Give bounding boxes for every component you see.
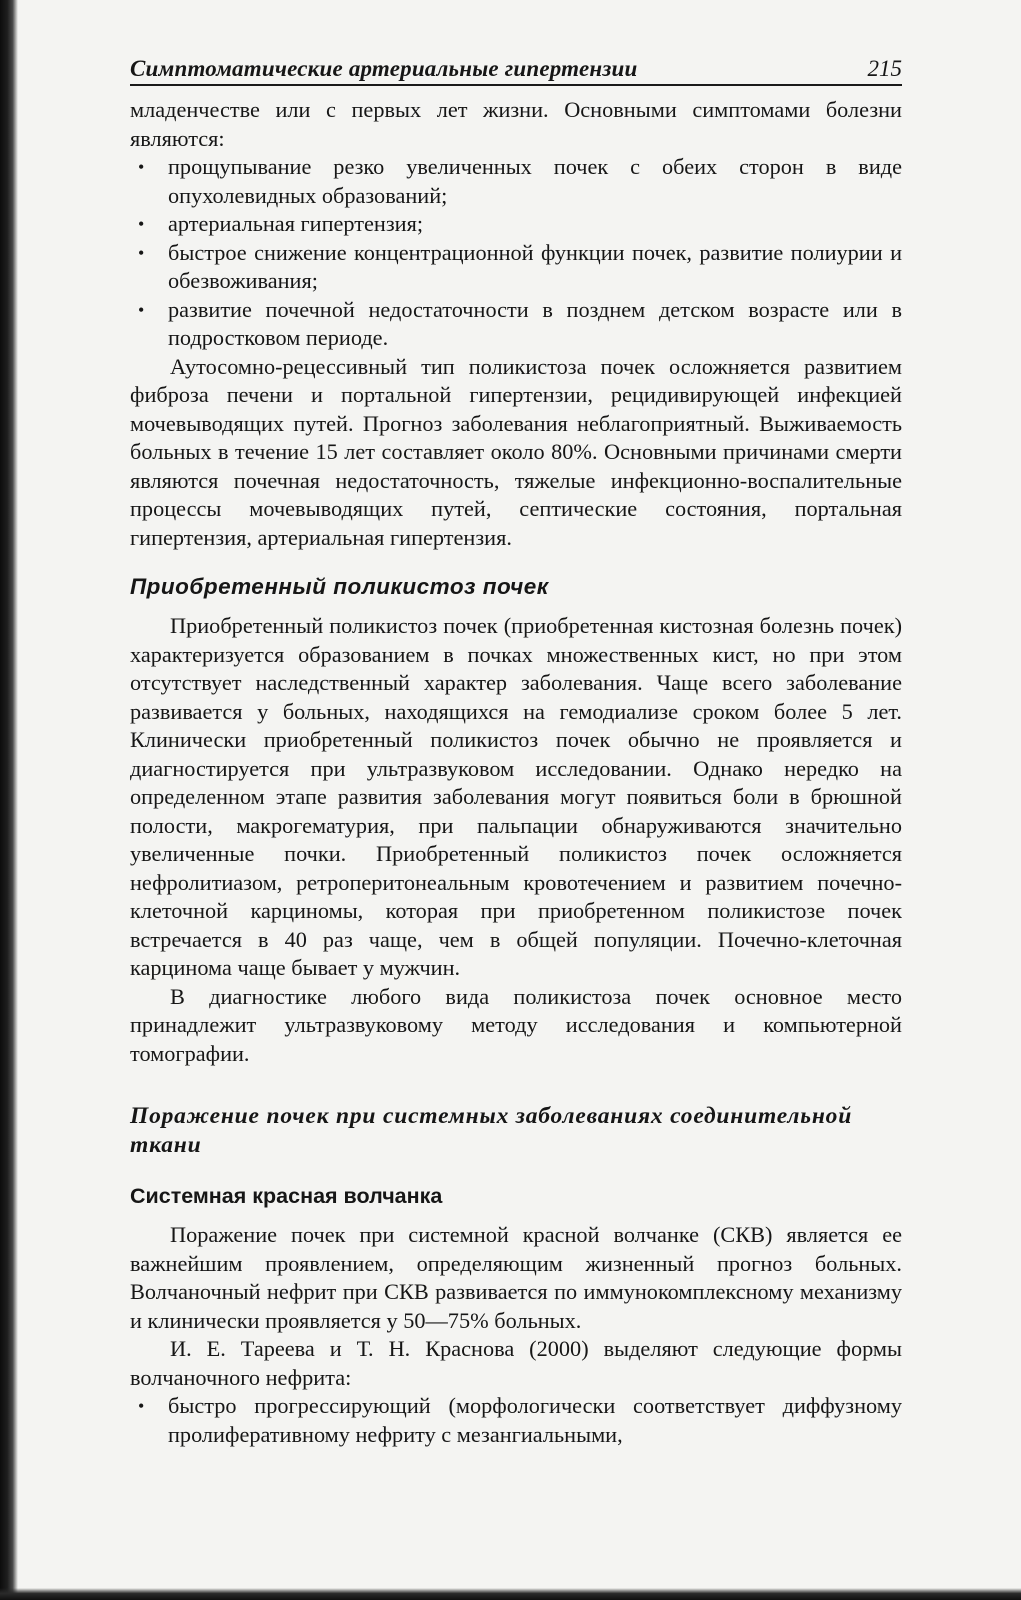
section-heading-acquired: Приобретенный поликистоз почек [130,574,549,599]
scan-shadow-bottom [0,1588,1021,1600]
scan-shadow-left [0,0,18,1600]
intro-paragraph: младенчестве или с первых лет жизни. Основными симптомами болезни являются: [130,97,902,151]
symptom-item: • прощупывание резко увеличенных почек с обеих сторон в виде опухолевидных образований; [130,153,902,210]
symptom-list [130,153,902,353]
diagnostics-paragraph: В диагностике любого вида поликистоза почек основное место принадлежит ультразвуковому методу исследования и компьютерной томографии. [130,983,902,1066]
symptom-item: • быстрое снижение концентрационной функции почек, развитие полиурии и обезвоживания; [130,239,902,296]
lupus-paragraph: Поражение почек при системной красной волчанке (СКВ) является ее важнейшим проявлением, определяющим жизненный прогноз больных. Волчаночный нефрит при СКВ развивается по иммунокомплексному механизму и клинически проявляется у 50—75% больных. [130,1222,902,1333]
symptom-item: • развитие почечной недостаточности в позднем детском возрасте или в подростковом периоде. [130,296,902,353]
running-title: Симптоматические артериальные гипертензии [130,56,638,81]
nephritis-form-item: • быстро прогрессирующий (морфологически соответствует диффузному пролиферативному нефриту с мезангиальными, [130,1392,902,1449]
acquired-paragraph: Приобретенный поликистоз почек (приобретенная кистозная болезнь почек) характеризуется образованием в почках множественных кист, но при этом отсутствует наследственный характер заболевания. Чаще всего заболевание развивается у больных, находящихся на гемодиализе сроком более 5 лет. Клинически приобретенный поликистоз почек обычно не проявляется и диагностируется при ультразвуковом исследовании. Однако нередко на определенном этапе развития заболевания могут появиться боли в брюшной полости, макрогематурия, при пальпации обнаруживаются значительно увеличенные почки. Приобретенный поликистоз почек осложняется нефролитиазом, ретроперитонеальным кровотечением и развитием почечно-клеточной карциномы, которая при приобретенном поликистозе почек встречается в 40 раз чаще, чем в общей популяции. Почечно-клеточная карцинома чаще бывает у мужчин. [130,613,902,980]
nephritis-forms-list [130,1392,902,1449]
subheading-lupus: Системная красная волчанка [130,1184,443,1208]
symptom-item: • артериальная гипертензия; [130,210,902,239]
book-page [130,56,902,1449]
section-heading-systemic: Поражение почек при системных заболеваниях соединительной ткани [130,1103,853,1158]
page-number: 215 [867,56,902,81]
autosomal-paragraph: Аутосомно-рецессивный тип поликистоза почек осложняется развитием фиброза печени и портальной гипертензии, рецидивирующей инфекцией мочевыводящих путей. Прогноз заболевания неблагоприятный. Выживаемость больных в течение 15 лет составляет около 80%. Основными причинами смерти являются почечная недостаточность, тяжелые инфекционно-воспалительные процессы мочевыводящих путей, септические состояния, портальная гипертензия, артериальная гипертензия. [130,353,902,550]
running-header [130,56,902,86]
forms-paragraph: И. Е. Тареева и Т. Н. Краснова (2000) выделяют следующие формы волчаночного нефрита: [130,1336,902,1390]
